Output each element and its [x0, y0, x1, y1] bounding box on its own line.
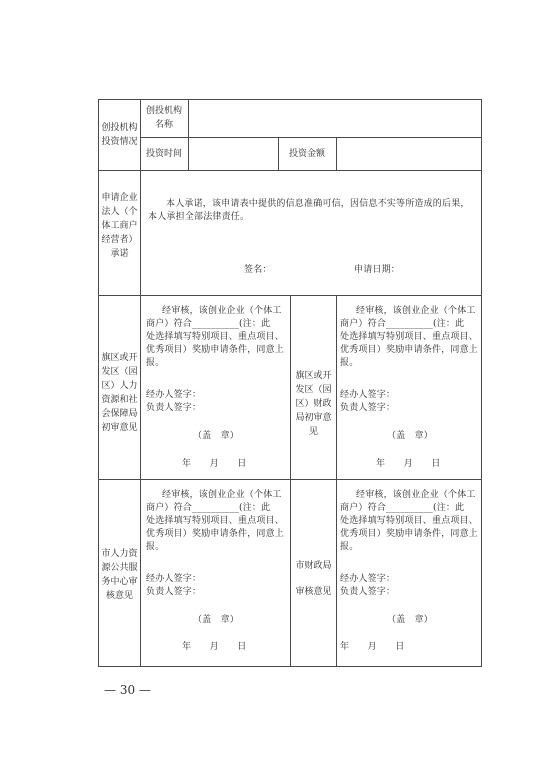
flag-hr-review-text [146, 305, 288, 370]
review-line: 优秀项目）奖励申请条件，同意上 [146, 529, 285, 539]
review-line: 商户）符合__________(注：此 [340, 319, 465, 329]
table-border-top [98, 99, 482, 100]
signature-label: 签名： [244, 265, 272, 275]
org-name-label: 创投机构名称 [145, 106, 182, 130]
review-line: 处选择填写特别项目、重点项目、 [146, 332, 285, 342]
review-line: 优秀项目）奖励申请条件，同意上 [340, 529, 479, 539]
review-line: 处选择填写特别项目、重点项目、 [146, 516, 285, 526]
invest-time-field[interactable] [192, 141, 275, 167]
review-line: 经审核，该创业企业（个体工 [356, 306, 476, 316]
row-divider-invest [98, 170, 482, 171]
city-finance-review-text [340, 489, 480, 554]
leader-signature-label: 负责人签字： [340, 587, 396, 597]
review-line: 商户）符合__________(注：此 [340, 503, 465, 513]
apply-date-field[interactable] [396, 262, 466, 276]
review-line: 处选择填写特别项目、重点项目、 [340, 516, 479, 526]
leader-signature-label: 负责人签字： [146, 403, 202, 413]
leader-signature-label: 负责人签字： [340, 403, 396, 413]
commitment-statement: 本人承诺，该申请表中提供的信息准确可信，因信息不实等所造成的后果，本人承担全部法律责任。 [148, 199, 470, 222]
apply-date-label: 申请日期： [354, 265, 401, 275]
seal-label: （盖 章） [386, 615, 433, 625]
flag-finance-review-text [340, 305, 480, 370]
seal-label: （盖 章） [192, 431, 239, 441]
review-line: 经审核，该创业企业（个体工 [162, 490, 282, 500]
invest-time-value-divider [278, 137, 279, 171]
flag-hr-review-label: 旗区或开发区（园区）人力资源和社会保障局初审意见 [101, 353, 138, 433]
signature-field[interactable] [276, 262, 336, 276]
review-line: 优秀项目）奖励申请条件，同意上 [146, 345, 285, 355]
handler-signature-label: 经办人签字： [340, 574, 396, 584]
invest-time-label: 投资时间 [145, 149, 182, 159]
seal-label: （盖 章） [386, 431, 433, 441]
review-line: 报。 [146, 358, 165, 368]
review-date-label: 年 月 日 [182, 459, 247, 469]
review-date-label: 年 月 日 [182, 642, 247, 652]
review-line: 经审核，该创业企业（个体工 [356, 490, 476, 500]
row-divider-invest-inner [140, 137, 482, 138]
label-column-divider [140, 99, 141, 667]
review-right-divider [336, 295, 337, 667]
invest-amount-field[interactable] [340, 141, 477, 167]
review-line: 经审核，该创业企业（个体工 [162, 306, 282, 316]
review-line: 报。 [340, 542, 359, 552]
review-date-label: 年 月 日 [376, 459, 441, 469]
review-line: 报。 [146, 542, 165, 552]
seal-label: （盖 章） [192, 615, 239, 625]
city-finance-review-label-line2: 审核意见 [295, 587, 332, 597]
commitment-section-label: 申请企业法人（个体工商户经营者）承诺 [101, 193, 138, 259]
review-date-label: 年 月 日 [340, 642, 405, 652]
city-hr-review-text [146, 489, 288, 554]
invest-section-label: 创投机构投资情况 [101, 123, 138, 147]
review-line: 商户）符合__________(注：此 [146, 319, 271, 329]
org-name-field[interactable] [192, 104, 477, 132]
review-line: 优秀项目）奖励申请条件，同意上 [340, 345, 479, 355]
invest-subcolumn-divider [188, 99, 189, 171]
application-form-table [98, 99, 482, 667]
invest-amount-label-divider [336, 137, 337, 171]
review-line: 报。 [340, 358, 359, 368]
city-hr-review-label: 市人力资源公共服务中心审核意见 [101, 549, 138, 601]
review-middle-divider [290, 295, 291, 667]
city-finance-review-label-line1: 市财政局 [295, 561, 332, 571]
invest-amount-label: 投资金额 [288, 149, 325, 159]
review-line: 商户）符合__________(注：此 [146, 503, 271, 513]
table-border-right [481, 99, 482, 667]
flag-finance-review-label: 旗区或开发区（园区）财政局初审意见 [295, 371, 332, 437]
review-line: 处选择填写特别项目、重点项目、 [340, 332, 479, 342]
leader-signature-label: 负责人签字： [146, 587, 202, 597]
table-border-left [98, 99, 99, 667]
handler-signature-label: 经办人签字： [340, 390, 396, 400]
handler-signature-label: 经办人签字： [146, 390, 202, 400]
page-number: — 30 — [104, 683, 151, 697]
handler-signature-label: 经办人签字： [146, 574, 202, 584]
